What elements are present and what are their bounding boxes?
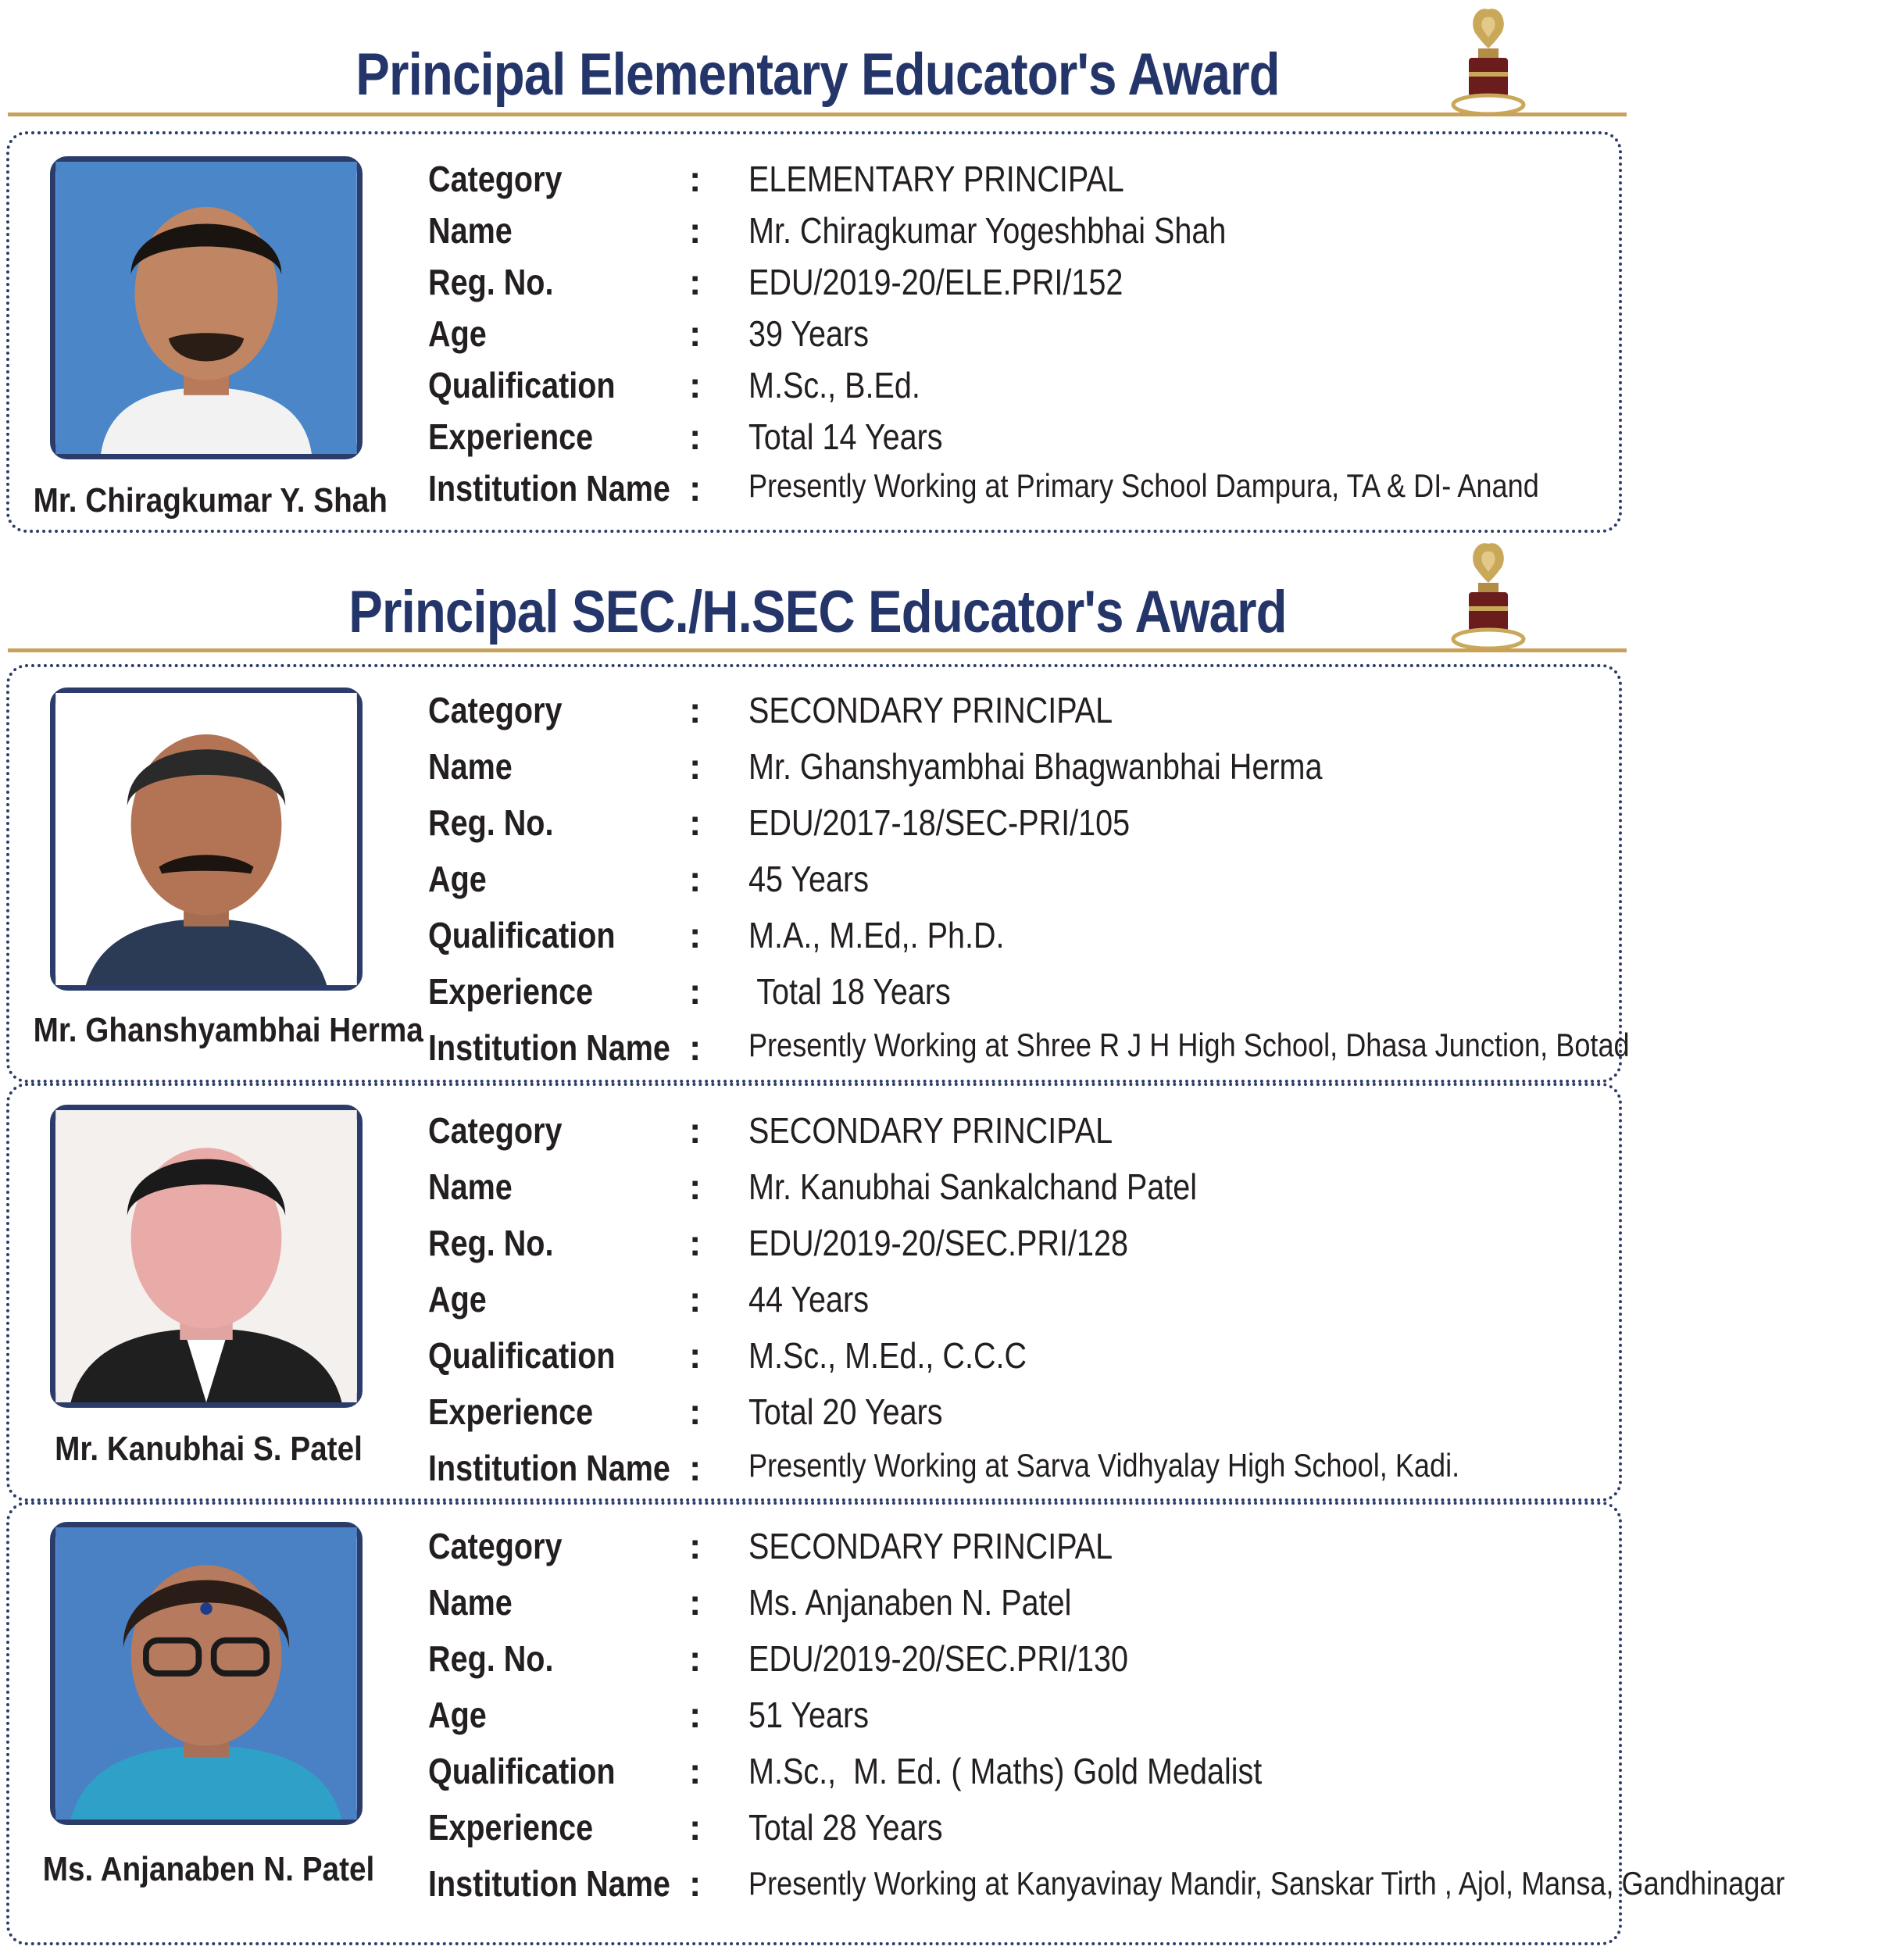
qualification-label: Qualification (428, 1751, 616, 1791)
colon: : (689, 1448, 702, 1488)
trophy-icon (1445, 2, 1531, 119)
section-divider (8, 648, 1627, 652)
category-label: Category (428, 1110, 563, 1151)
reg-no-label: Reg. No. (428, 1223, 554, 1263)
name-value: Mr. Chiragkumar Yogeshbhai Shah (748, 210, 1227, 251)
institution-value: Presently Working at Primary School Dampura, TA & DI- Anand (748, 467, 1539, 504)
award-card (6, 1083, 1622, 1502)
colon: : (689, 1279, 702, 1320)
colon: : (689, 1335, 702, 1376)
qualification-value: M.Sc., M.Ed., C.C.C (748, 1335, 1027, 1376)
experience-value: Total 28 Years (748, 1807, 943, 1848)
person-silhouette-icon (55, 693, 357, 985)
reg-no-label: Reg. No. (428, 1638, 554, 1679)
name-label: Name (428, 1166, 513, 1207)
person-silhouette-icon (55, 162, 357, 454)
award-card (6, 131, 1622, 533)
institution-label: Institution Name (428, 1027, 670, 1068)
trophy-icon (1445, 536, 1531, 653)
qualification-value: M.Sc., M. Ed. ( Maths) Gold Medalist (748, 1751, 1263, 1791)
portrait-photo (50, 156, 363, 459)
name-label: Name (428, 1582, 513, 1623)
qualification-label: Qualification (428, 1335, 616, 1376)
experience-value: Total 14 Years (748, 416, 943, 457)
institution-label: Institution Name (428, 1863, 670, 1904)
qualification-value: M.Sc., B.Ed. (748, 365, 920, 405)
portrait-photo (50, 1522, 363, 1825)
colon: : (689, 1223, 702, 1263)
colon: : (689, 802, 702, 843)
portrait-photo (50, 688, 363, 991)
colon: : (689, 859, 702, 899)
institution-label: Institution Name (428, 468, 670, 509)
reg-no-label: Reg. No. (428, 802, 554, 843)
colon: : (689, 1751, 702, 1791)
person-silhouette-icon (55, 1527, 357, 1820)
portrait-caption: Mr. Ghanshyambhai Herma (33, 1011, 423, 1049)
name-value: Mr. Ghanshyambhai Bhagwanbhai Herma (748, 746, 1323, 787)
portrait-caption: Ms. Anjanaben N. Patel (42, 1850, 375, 1888)
colon: : (689, 971, 702, 1012)
age-label: Age (428, 313, 487, 354)
colon: : (689, 1526, 702, 1566)
colon: : (689, 313, 702, 354)
qualification-label: Qualification (428, 915, 616, 955)
section-title-secondary: Principal SEC./H.SEC Educator's Award (348, 579, 1287, 645)
institution-value: Presently Working at Shree R J H High School, Dhasa Junction, Botad (748, 1027, 1630, 1063)
age-label: Age (428, 859, 487, 899)
colon: : (689, 1391, 702, 1432)
colon: : (689, 262, 702, 302)
age-value: 39 Years (748, 313, 869, 354)
category-value: SECONDARY PRINCIPAL (748, 1110, 1113, 1151)
colon: : (689, 1582, 702, 1623)
category-value: SECONDARY PRINCIPAL (748, 690, 1113, 730)
age-value: 45 Years (748, 859, 869, 899)
age-label: Age (428, 1279, 487, 1320)
portrait-caption: Mr. Kanubhai S. Patel (55, 1430, 363, 1468)
portrait-photo (50, 1105, 363, 1408)
age-value: 44 Years (748, 1279, 869, 1320)
colon: : (689, 1638, 702, 1679)
qualification-value: M.A., M.Ed,. Ph.D. (748, 915, 1005, 955)
experience-value: Total 18 Years (748, 971, 951, 1012)
experience-label: Experience (428, 1391, 594, 1432)
colon: : (689, 1807, 702, 1848)
colon: : (689, 210, 702, 251)
portrait-caption: Mr. Chiragkumar Y. Shah (33, 481, 388, 520)
category-label: Category (428, 1526, 563, 1566)
section-divider (8, 112, 1627, 116)
colon: : (689, 1110, 702, 1151)
colon: : (689, 1863, 702, 1904)
name-value: Mr. Kanubhai Sankalchand Patel (748, 1166, 1198, 1207)
experience-label: Experience (428, 416, 594, 457)
colon: : (689, 159, 702, 199)
colon: : (689, 915, 702, 955)
experience-label: Experience (428, 1807, 594, 1848)
experience-value: Total 20 Years (748, 1391, 943, 1432)
institution-label: Institution Name (428, 1448, 670, 1488)
name-value: Ms. Anjanaben N. Patel (748, 1582, 1072, 1623)
reg-no-value: EDU/2019-20/SEC.PRI/128 (748, 1223, 1128, 1263)
award-card (6, 664, 1630, 1083)
colon: : (689, 468, 702, 509)
category-label: Category (428, 690, 563, 730)
qualification-label: Qualification (428, 365, 616, 405)
age-label: Age (428, 1695, 487, 1735)
reg-no-value: EDU/2019-20/SEC.PRI/130 (748, 1638, 1128, 1679)
colon: : (689, 746, 702, 787)
institution-value: Presently Working at Kanyavinay Mandir, Sanskar Tirth , Ajol, Mansa, Gandhinagar (748, 1865, 1785, 1902)
person-silhouette-icon (55, 1110, 357, 1402)
colon: : (689, 365, 702, 405)
experience-label: Experience (428, 971, 594, 1012)
section-title-elementary: Principal Elementary Educator's Award (355, 41, 1280, 108)
colon: : (689, 690, 702, 730)
colon: : (689, 1027, 702, 1068)
category-value: SECONDARY PRINCIPAL (748, 1526, 1113, 1566)
name-label: Name (428, 210, 513, 251)
category-label: Category (428, 159, 563, 199)
institution-value: Presently Working at Sarva Vidhyalay High School, Kadi. (748, 1447, 1460, 1484)
name-label: Name (428, 746, 513, 787)
colon: : (689, 1695, 702, 1735)
reg-no-value: EDU/2019-20/ELE.PRI/152 (748, 262, 1123, 302)
award-card (6, 1502, 1785, 1945)
colon: : (689, 416, 702, 457)
colon: : (689, 1166, 702, 1207)
reg-no-label: Reg. No. (428, 262, 554, 302)
age-value: 51 Years (748, 1695, 869, 1735)
category-value: ELEMENTARY PRINCIPAL (748, 159, 1124, 199)
reg-no-value: EDU/2017-18/SEC-PRI/105 (748, 802, 1131, 843)
